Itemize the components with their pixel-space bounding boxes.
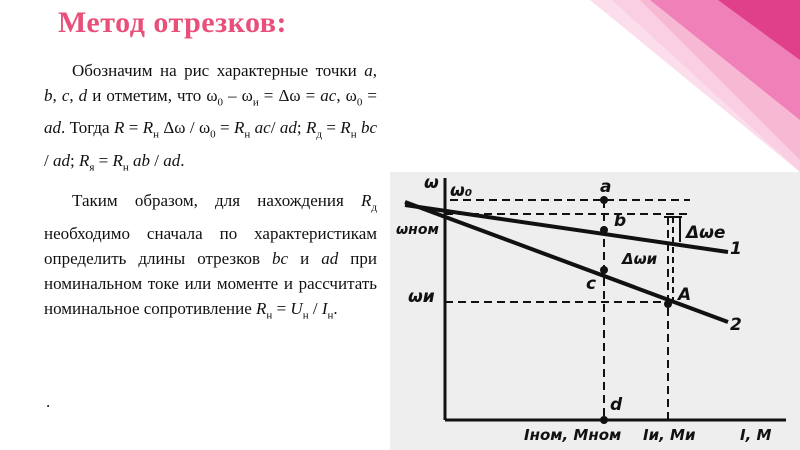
label-inom: Iном, Mном xyxy=(524,426,622,444)
label-line-2: 2 xyxy=(730,315,742,335)
label-d: d xyxy=(610,395,623,415)
label-A: A xyxy=(678,285,692,305)
label-dwe: Δωе xyxy=(686,223,726,243)
label-line-1: 1 xyxy=(730,239,742,259)
label-w0: ω₀ xyxy=(450,181,473,201)
speed-characteristic-diagram xyxy=(390,172,800,450)
label-iu: Iи, Mи xyxy=(643,426,696,444)
paragraph-definitions: Обозначим на рис характерные точки a, b, c, d и отметим, что $\omega_0 - \omega_и = \Delta\omega$ = ac, $\omega_0$ = ad. Тогда $R = R_н$ $\Delta\omega / \omega_0 = R_н$ ac/ ad; $R_д = R_н$ bc / ad; $R_я = R_н$ ab / ad. xyxy=(44,61,378,174)
point-d xyxy=(600,416,608,424)
point-c xyxy=(600,266,608,274)
stray-dot: . xyxy=(46,392,51,411)
label-c: c xyxy=(586,274,597,294)
y-axis-label: ω xyxy=(424,173,439,193)
x-axis-label: I, M xyxy=(740,426,772,444)
point-a xyxy=(600,196,608,204)
body-text xyxy=(44,58,377,328)
paragraph-conclusion: Таким образом, для нахождения $R_д$ необходимо сначала по характеристикам определить длины отрезков bc и ad при номинальном токе или моменте и рассчитать номинальное сопротивление $R_н = U_н / I_н$. xyxy=(44,191,377,321)
point-b xyxy=(600,226,608,234)
label-wnom: ωном xyxy=(396,222,439,238)
label-wu: ωи xyxy=(408,287,435,307)
label-a: a xyxy=(600,177,612,197)
label-dwu: Δωи xyxy=(622,250,658,268)
slide-title: Метод отрезков: xyxy=(58,6,287,39)
label-b: b xyxy=(614,211,627,231)
point-A xyxy=(664,300,672,308)
